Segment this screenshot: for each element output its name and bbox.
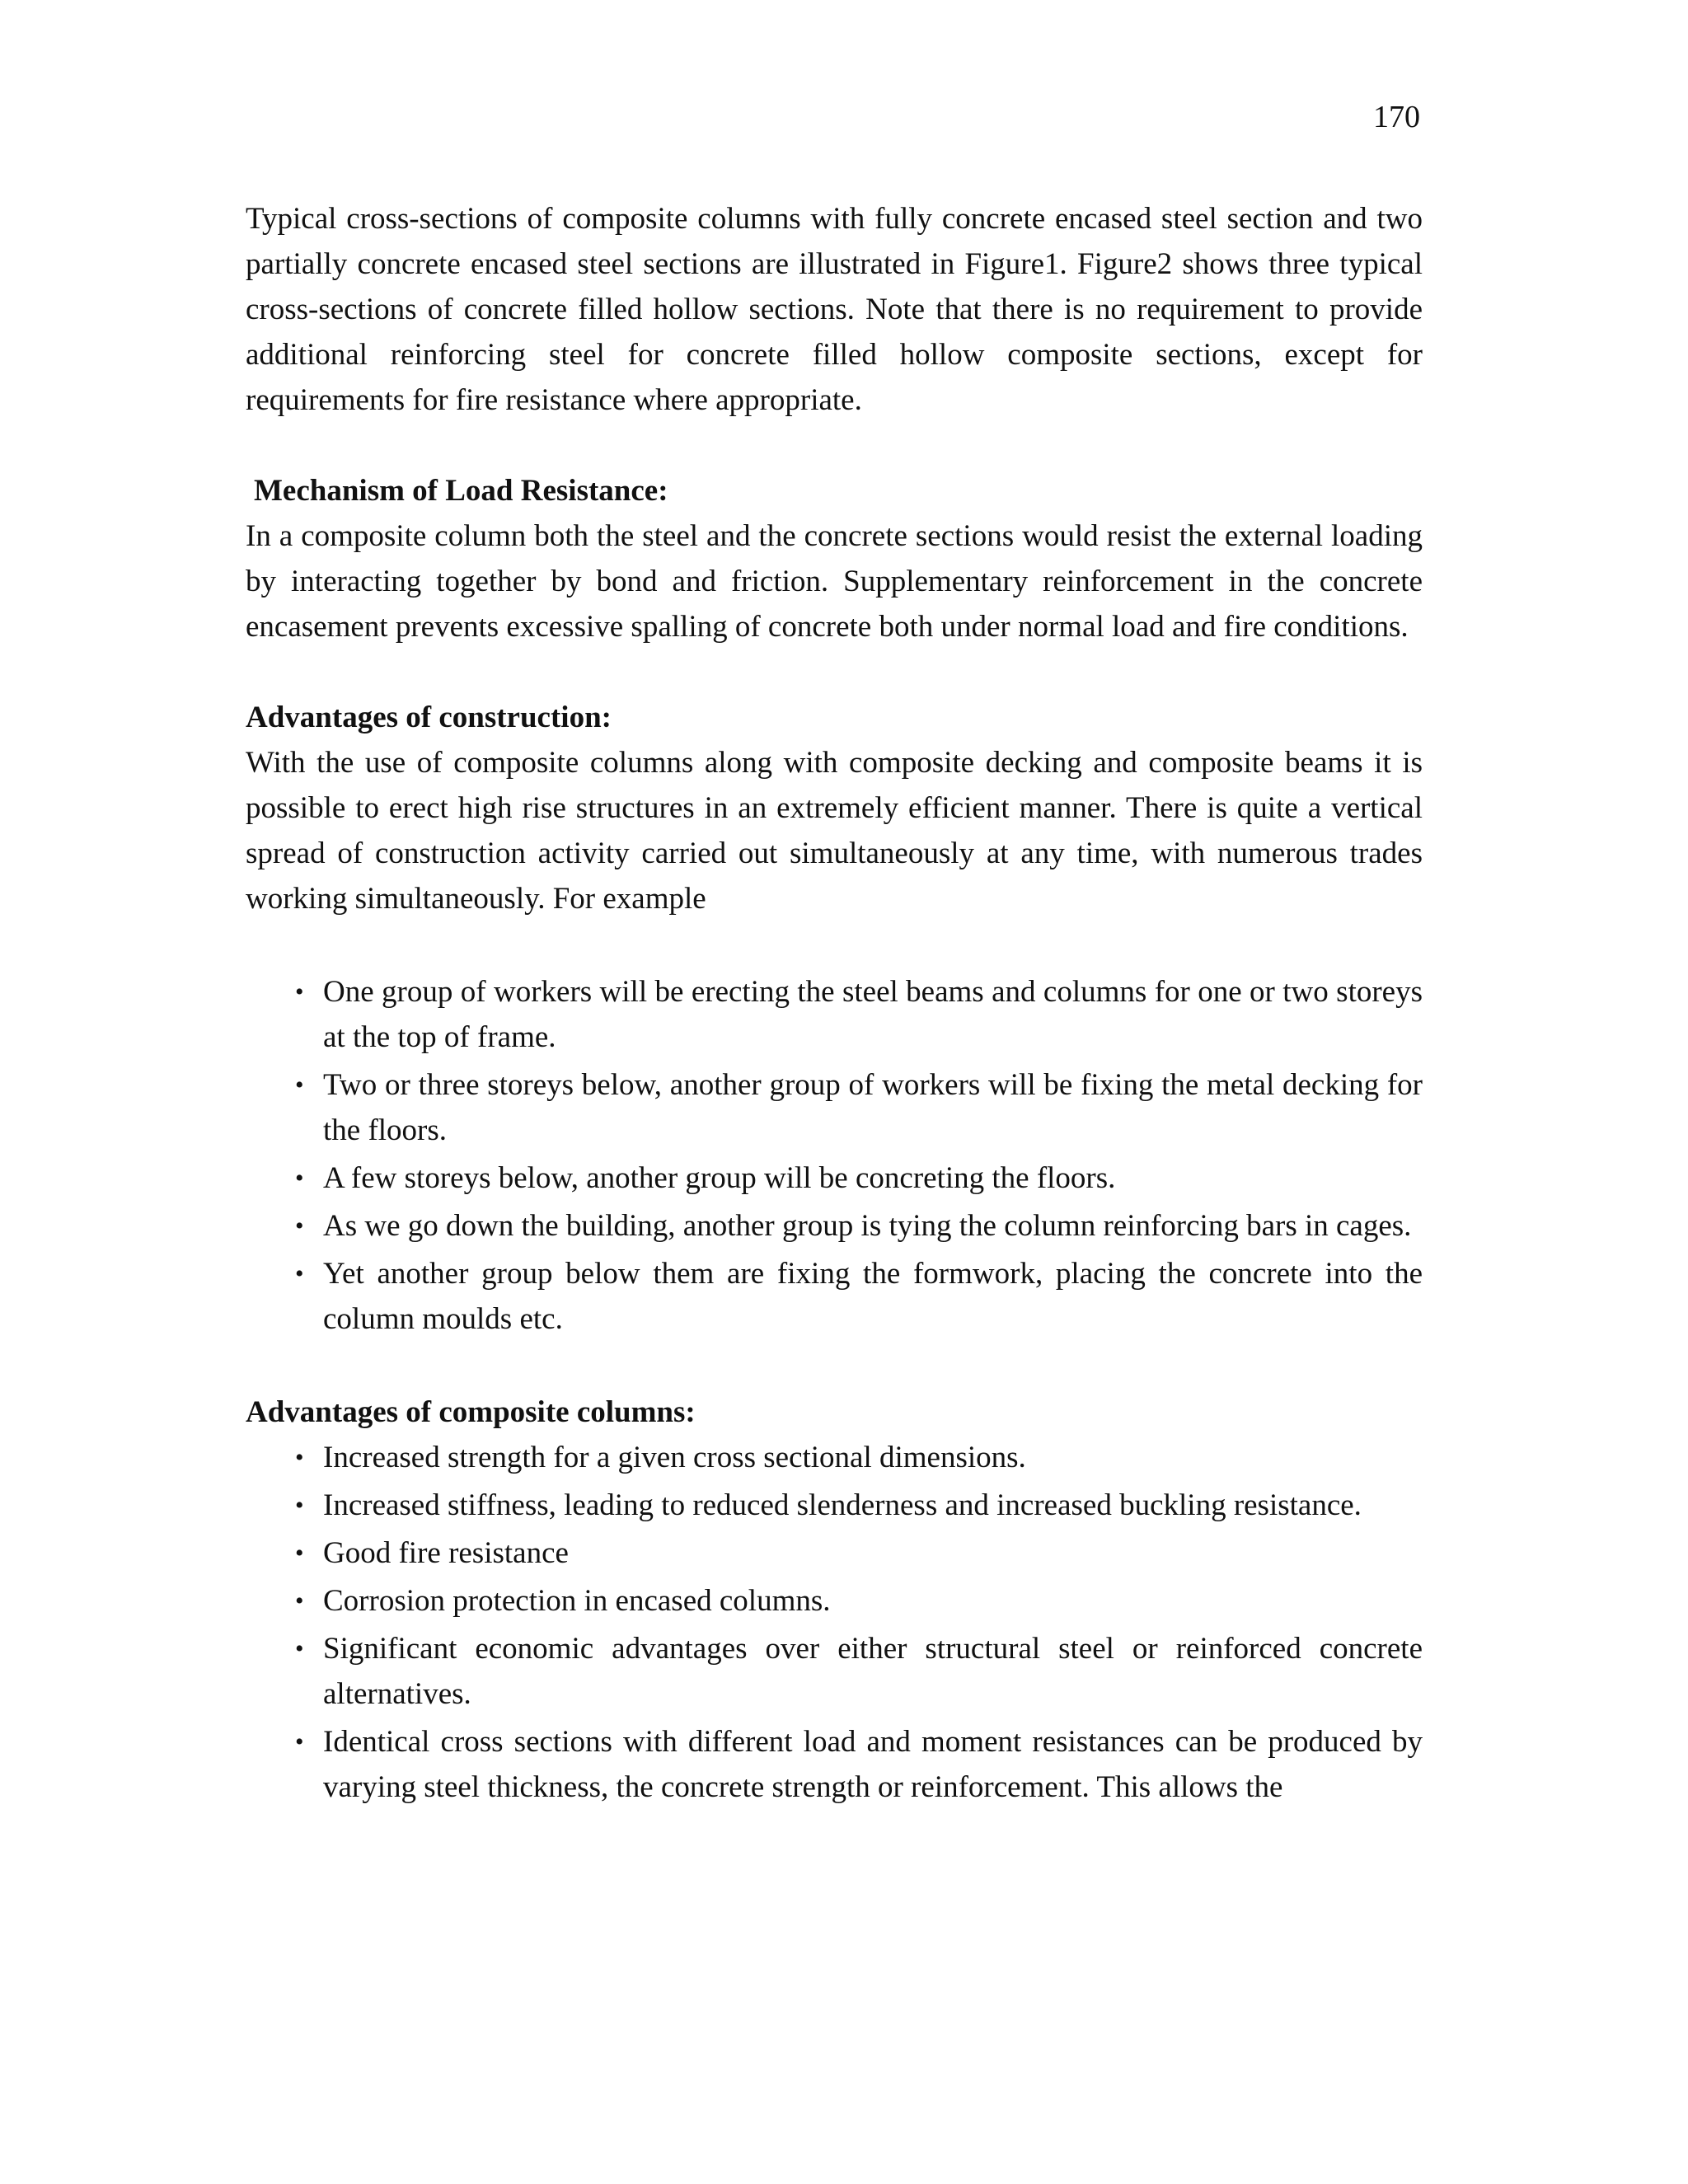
list-item xyxy=(246,969,1423,1060)
list-item xyxy=(246,1578,1423,1624)
page-number: 170 xyxy=(1373,100,1420,134)
list-item-text: Increased strength for a given cross sectional dimensions. xyxy=(323,1441,1026,1474)
mechanism-heading: Mechanism of Load Resistance: xyxy=(254,474,668,508)
bullet-icon: • xyxy=(295,1444,304,1471)
list-item xyxy=(246,1719,1423,1810)
list-item-text: Good fire resistance xyxy=(323,1536,569,1570)
bullet-icon: • xyxy=(295,1260,304,1287)
bullet-icon: • xyxy=(295,1165,304,1192)
construction-heading: Advantages of construction: xyxy=(246,701,612,734)
intro-paragraph: Typical cross-sections of composite columns with fully concrete encased steel section and two partially concrete encased steel sections are illustrated in Figure1. Figure2 shows three typical cross-sections of concrete filled hollow sections. Note that there is no requirement to provide additional reinforcing steel for concrete filled hollow composite sections, except for requirements for fire resistance where appropriate. xyxy=(246,202,1423,417)
list-item-text: A few storeys below, another group will be concreting the floors. xyxy=(323,1161,1116,1195)
list-item-text: As we go down the building, another group is tying the column reinforcing bars in cages. xyxy=(323,1209,1412,1243)
bullet-icon: • xyxy=(295,1540,304,1567)
bullet-icon: • xyxy=(295,1492,304,1519)
bullet-icon: • xyxy=(295,1587,304,1615)
list-item-text: Increased stiffness, leading to reduced slenderness and increased buckling resistance. xyxy=(323,1488,1362,1522)
list-item xyxy=(246,1435,1423,1480)
mechanism-paragraph: In a composite column both the steel and the concrete sections would resist the external loading by interacting together by bond and friction. Supplementary reinforcement in the concrete encasement prevents excessive spalling of concrete both under normal load and fire conditions. xyxy=(246,519,1423,644)
list-item-text: Identical cross sections with different load and moment resistances can be produced by varying steel thickness, the concrete strength or reinforcement. This allows the xyxy=(323,1725,1423,1804)
list-item-text: Two or three storeys below, another group of workers will be fixing the metal decking for the floors. xyxy=(323,1068,1423,1147)
list-item-text: Corrosion protection in encased columns. xyxy=(323,1584,831,1618)
list-item xyxy=(246,1530,1423,1576)
bullet-icon: • xyxy=(295,978,304,1005)
list-item-text: One group of workers will be erecting the steel beams and columns for one or two storeys at the top of frame. xyxy=(323,975,1423,1054)
construction-bullet-list xyxy=(246,969,1423,1342)
bullet-icon: • xyxy=(295,1212,304,1240)
list-item-text: Yet another group below them are fixing the formwork, placing the concrete into the column moulds etc. xyxy=(323,1257,1423,1336)
list-item xyxy=(246,1155,1423,1201)
list-item xyxy=(246,1251,1423,1342)
list-item xyxy=(246,1203,1423,1249)
bullet-icon: • xyxy=(295,1635,304,1662)
list-item-text: Significant economic advantages over either structural steel or reinforced concrete alternatives. xyxy=(323,1632,1423,1711)
page-body xyxy=(246,196,1423,1812)
list-item xyxy=(246,1626,1423,1717)
list-item xyxy=(246,1062,1423,1153)
bullet-icon: • xyxy=(295,1071,304,1099)
construction-paragraph: With the use of composite columns along with composite decking and composite beams it is possible to erect high rise structures in an extremely efficient manner. There is quite a vertical spread of construction activity carried out simultaneously at any time, with numerous trades working simultaneously. For example xyxy=(246,746,1423,916)
composite-columns-bullet-list xyxy=(246,1435,1423,1810)
composite-columns-heading: Advantages of composite columns: xyxy=(246,1395,696,1429)
list-item xyxy=(246,1483,1423,1528)
bullet-icon: • xyxy=(295,1728,304,1755)
